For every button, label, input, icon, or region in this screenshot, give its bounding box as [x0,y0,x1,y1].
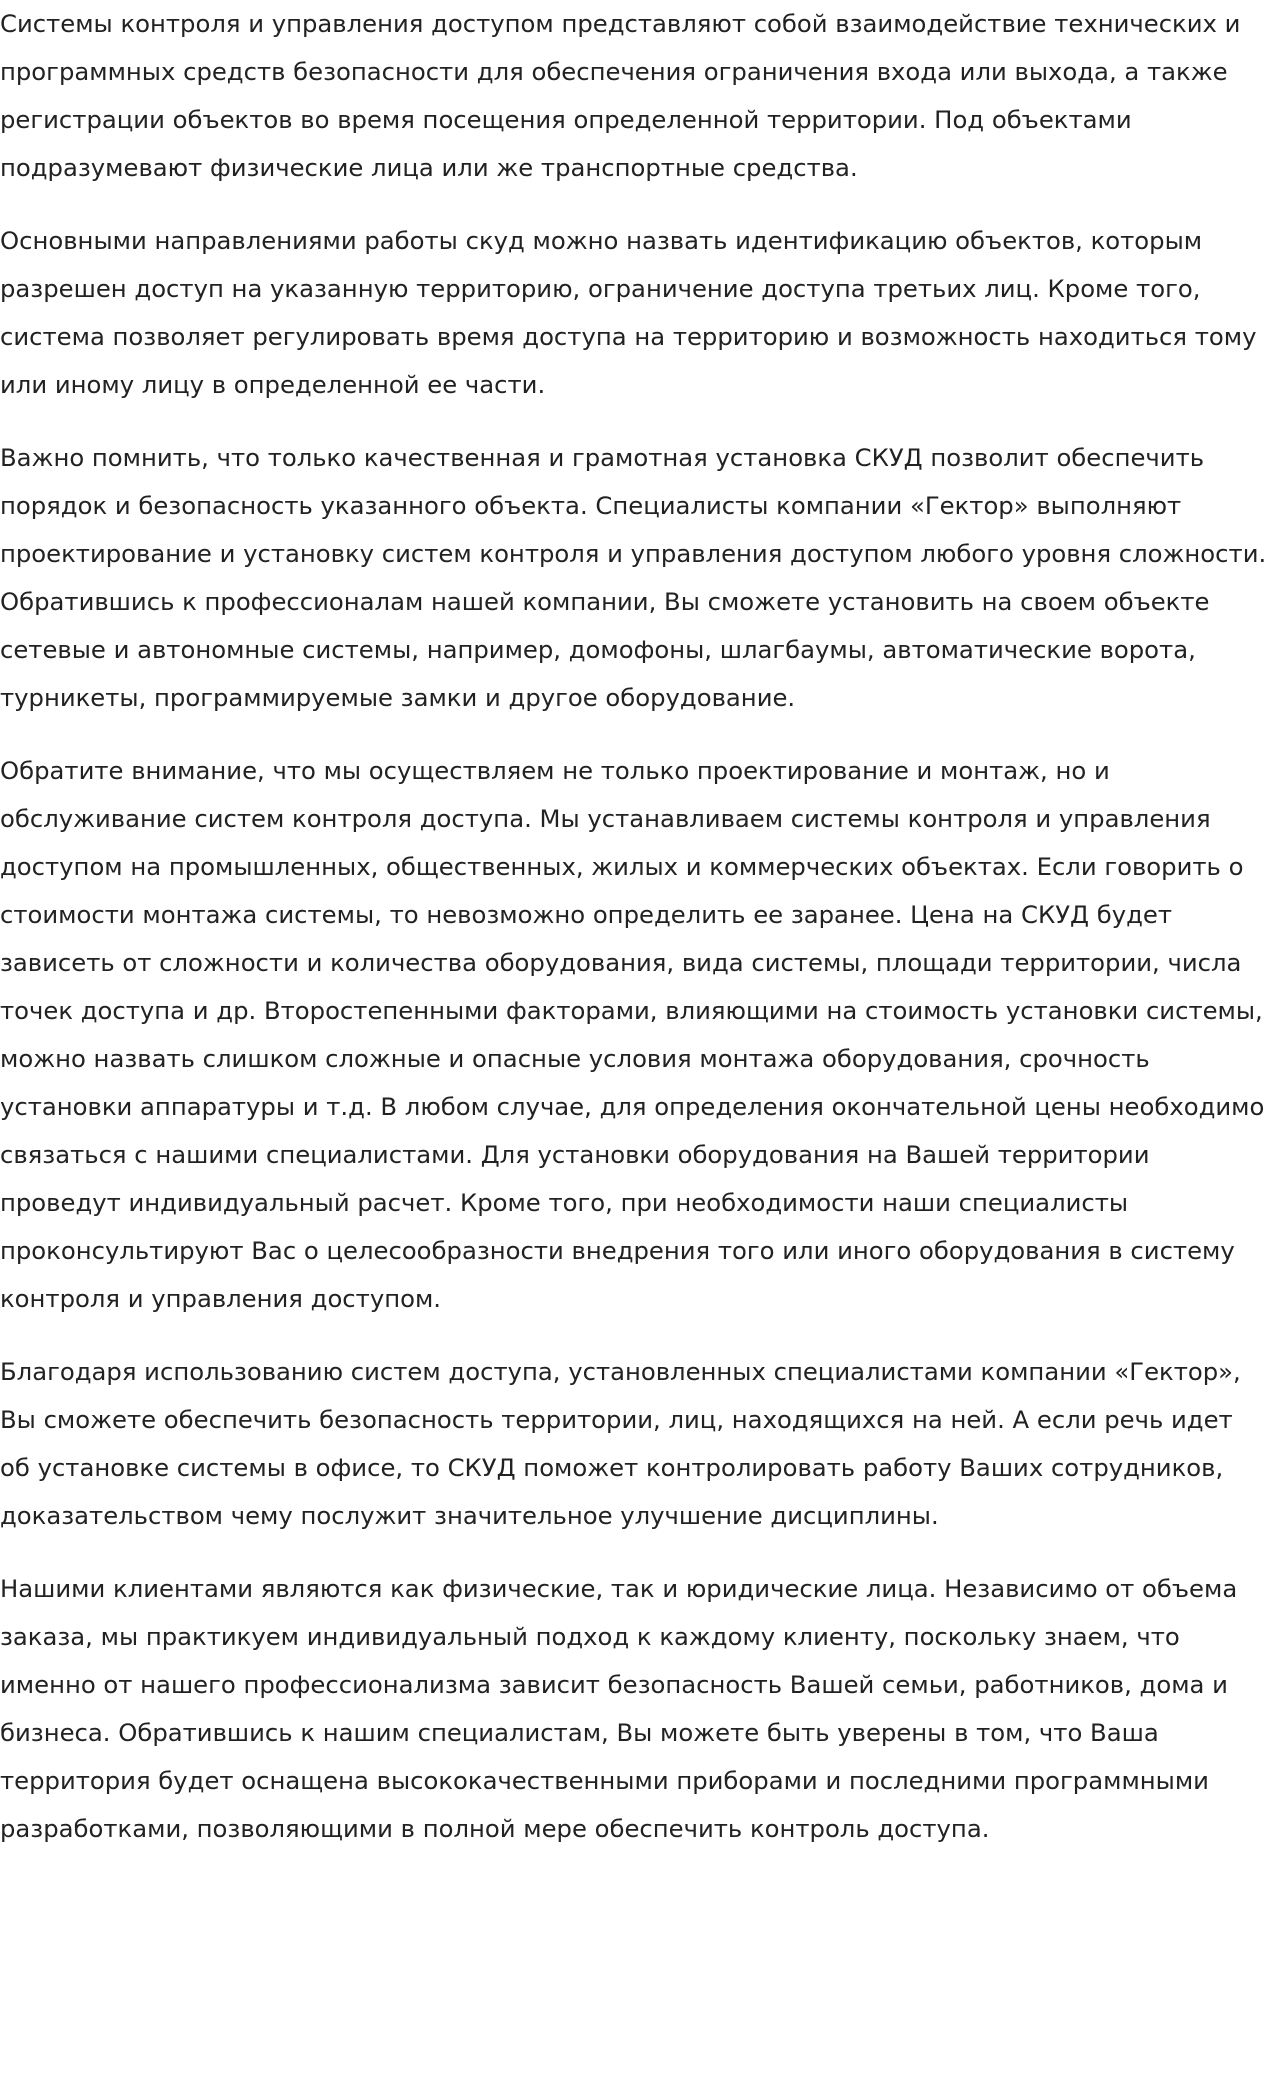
paragraph-benefits: Благодаря использованию систем доступа, установленных специалистами компании «Гектор», Вы сможете обеспечить безопасность территории, лиц, находящихся на ней. А если речь идет об установке системы в офисе, то СКУД поможет контролировать работу Ваших сотрудников, доказательством чему послужит значительное улучшение дисциплины. [0,1357,1241,1530]
paragraph-installation: Важно помнить, что только качественная и грамотная установка СКУД позволит обеспечить порядок и безопасность указанного объекта. Специалисты компании «Гектор» выполняют проектирование и установку систем контроля и управления доступом любого уровня сложности. Обратившись к профессионалам нашей компании, Вы сможете установить на своем объекте сетевые и автономные системы, например, домофоны, шлагбаумы, автоматические ворота, турникеты, программируемые замки и другое оборудование. [0,443,1267,712]
paragraph-pricing: Обратите внимание, что мы осуществляем не только проектирование и монтаж, но и обслуживание систем контроля доступа. Мы устанавливаем системы контроля и управления доступом на промышленных, общественных, жилых и коммерческих объектах. Если говорить о стоимости монтажа системы, то невозможно определить ее заранее. Цена на СКУД будет зависеть от сложности и количества оборудования, вида системы, площади территории, числа точек доступа и др. Второстепенными факторами, влияющими на стоимость установки системы, можно назвать слишком сложные и опасные условия монтажа оборудования, срочность установки аппаратуры и т.д. В любом случае, для определения окончательной цены необходимо связаться с нашими специалистами. Для установки оборудования на Вашей территории проведут индивидуальный расчет. Кроме того, при необходимости наши специалисты проконсультируют Вас о целесообразности внедрения того или иного оборудования в систему контроля и управления доступом. [0,756,1265,1313]
paragraph-directions: Основными направлениями работы скуд можно назвать идентификацию объектов, которым разрешен доступ на указанную территорию, ограничение доступа третьих лиц. Кроме того, система позволяет регулировать время доступа на территорию и возможность находиться тому или иному лицу в определенной ее части. [0,226,1257,399]
paragraph-intro: Системы контроля и управления доступом представляют собой взаимодействие технических и программных средств безопасности для обеспечения ограничения входа или выхода, а также регистрации объектов во время посещения определенной территории. Под объектами подразумевают физические лица или же транспортные средства. [0,9,1241,182]
paragraph-clients: Нашими клиентами являются как физические, так и юридические лица. Независимо от объема заказа, мы практикуем индивидуальный подход к каждому клиенту, поскольку знаем, что именно от нашего профессионализма зависит безопасность Вашей семьи, работников, дома и бизнеса. Обратившись к нашим специалистам, Вы можете быть уверены в том, что Ваша территория будет оснащена высококачественными приборами и последними программными разработками, позволяющими в полной мере обеспечить контроль доступа. [0,1574,1238,1843]
